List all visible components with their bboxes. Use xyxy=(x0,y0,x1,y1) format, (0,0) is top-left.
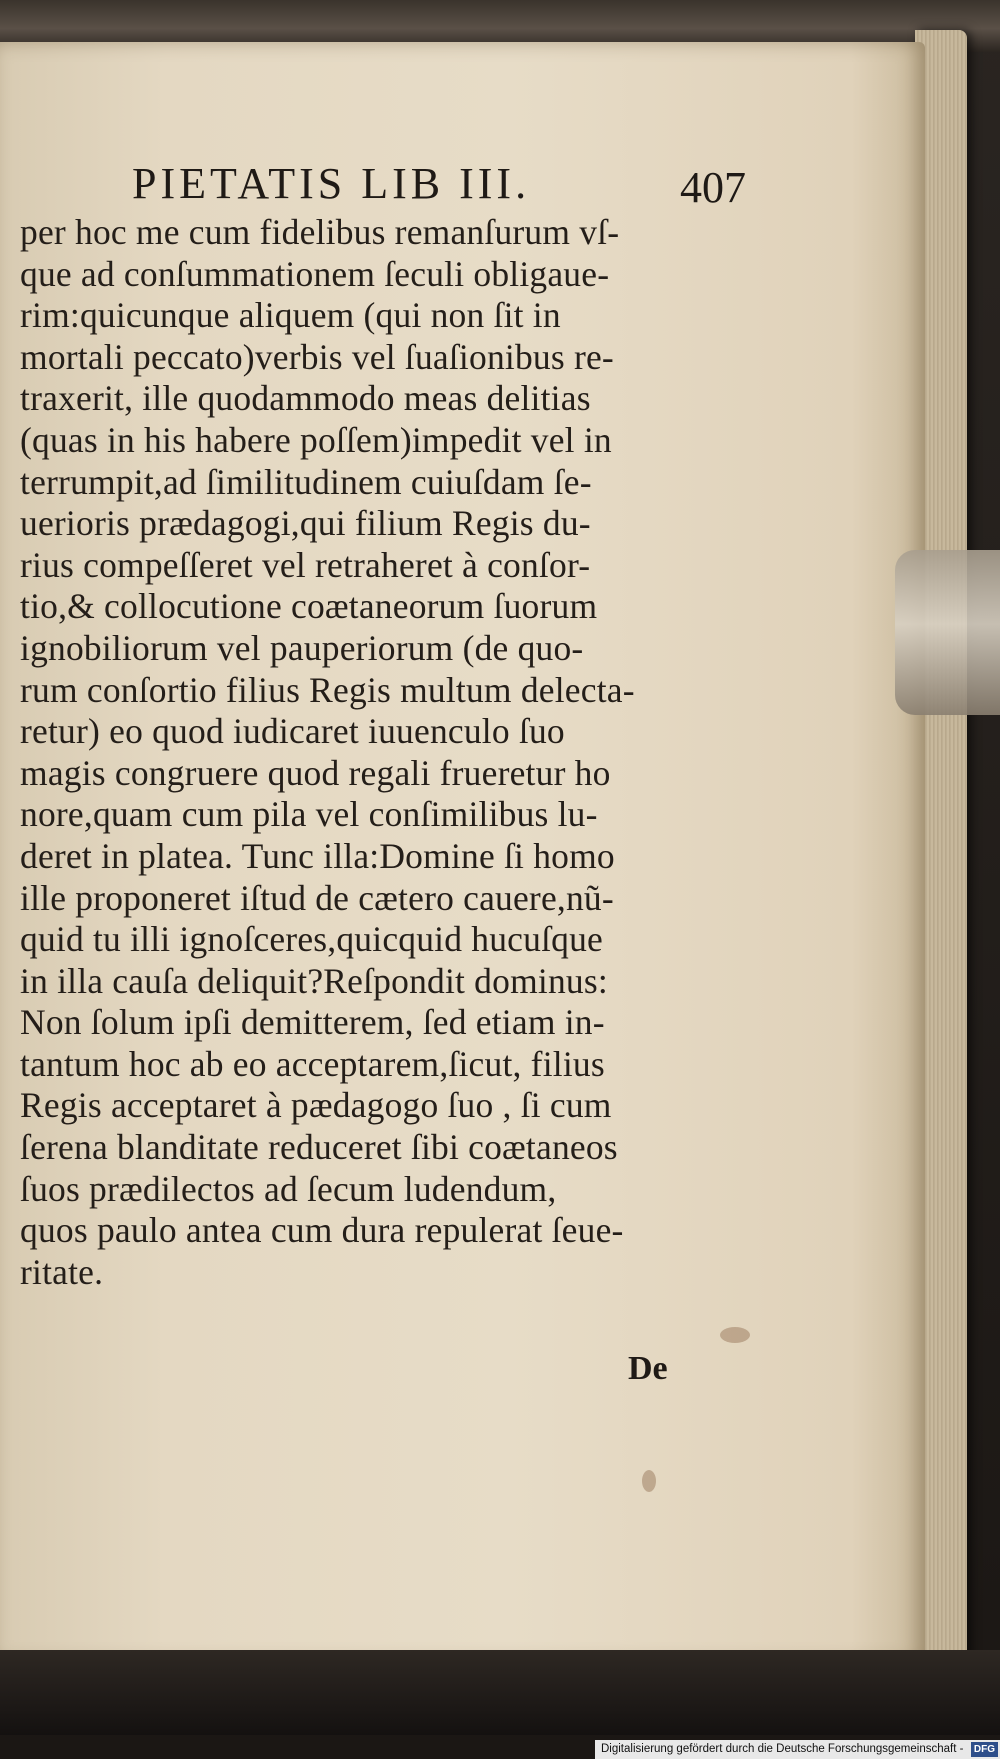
page-number: 407 xyxy=(680,163,746,212)
body-text xyxy=(20,212,680,1293)
dfg-logo: DFG xyxy=(971,1742,998,1757)
text-line: tantum hoc ab eo acceptarem,ſicut, filius xyxy=(20,1043,605,1084)
running-title: PIETATIS LIB III. xyxy=(132,159,531,208)
text-line: Regis acceptaret à pædagogo ſuo , ſi cum xyxy=(20,1085,612,1126)
credit-text: Digitalisierung gefördert durch die Deutsche Forschungsgemeinschaft - xyxy=(601,1743,964,1755)
text-line: ille proponeret iſtud de cætero cauere,nũ- xyxy=(20,877,614,918)
text-line: ritate. xyxy=(20,1251,104,1292)
text-line: per hoc me cum fidelibus remanſurum vſ- xyxy=(20,212,620,252)
text-line: (quas in his habere poſſem)impedit vel in xyxy=(20,419,612,460)
text-line: rim:quicunque aliquem (qui non ſit in xyxy=(20,295,561,336)
text-line: terrumpit,ad ſimilitudinem cuiuſdam ſe- xyxy=(20,461,592,502)
text-line: que ad conſummationem ſeculi obligaue- xyxy=(20,253,610,294)
paper-stain xyxy=(720,1327,750,1343)
page-clip xyxy=(895,550,1000,715)
text-line: mortali peccato)verbis vel ſuaſionibus re- xyxy=(20,336,614,377)
text-line: rum conſortio filius Regis multum delecta- xyxy=(20,669,635,710)
catchword: De xyxy=(628,1350,668,1387)
text-line: deret in platea. Tunc illa:Domine ſi homo xyxy=(20,835,615,876)
text-line: Non ſolum ipſi demitterem, ſed etiam in- xyxy=(20,1002,605,1043)
book-bottom-edge xyxy=(0,1650,1000,1735)
paper-stain xyxy=(642,1470,656,1492)
text-line: in illa cauſa deliquit?Reſpondit dominus: xyxy=(20,960,608,1001)
text-line: rius compeſſeret vel retraheret à conſor- xyxy=(20,544,591,585)
text-line: uerioris prædagogi,qui filium Regis du- xyxy=(20,503,591,544)
text-line: quos paulo antea cum dura repulerat ſeue- xyxy=(20,1210,624,1251)
text-line: nore,quam cum pila vel conſimilibus lu- xyxy=(20,794,598,835)
digitization-credit-bar xyxy=(595,1740,1000,1759)
text-line: tio,& collocutione coætaneorum ſuorum xyxy=(20,586,598,627)
text-line: ſerena blanditate reduceret ſibi coætaneos xyxy=(20,1127,618,1168)
text-line: ignobiliorum vel pauperiorum (de quo- xyxy=(20,627,584,668)
text-line: magis congruere quod regali frueretur ho xyxy=(20,752,611,793)
text-line: retur) eo quod iudicaret iuuenculo ſuo xyxy=(20,711,565,752)
text-line: ſuos prædilectos ad ſecum ludendum, xyxy=(20,1168,557,1209)
text-line: quid tu illi ignoſceres,quicquid hucuſque xyxy=(20,919,603,960)
text-line: traxerit, ille quodammodo meas delitias xyxy=(20,378,591,419)
